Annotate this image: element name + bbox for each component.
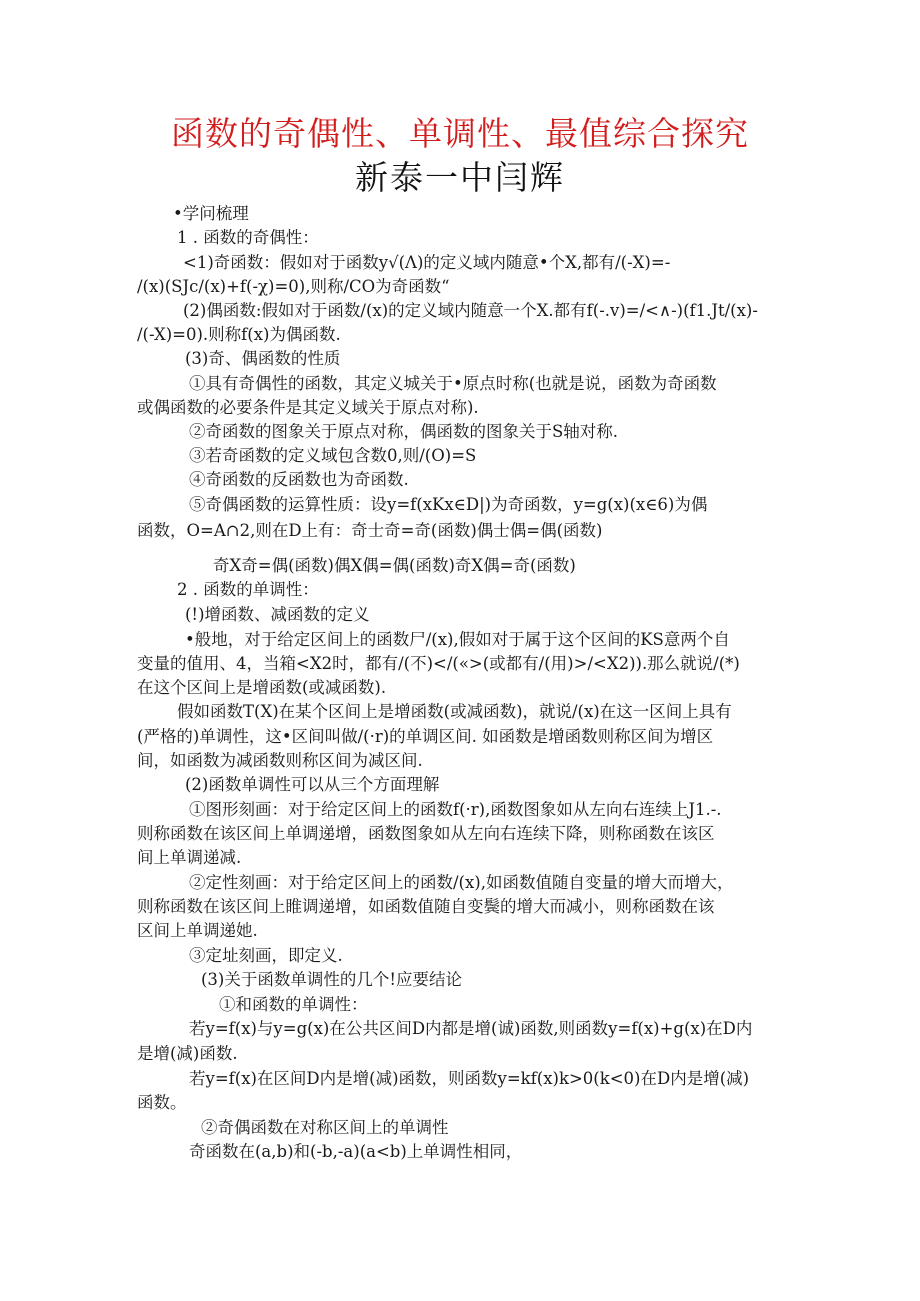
text-line: 间，如函数为减函数则称区间为减区间. [137,751,423,770]
text-line: ④奇函数的反函数也为奇函数. [189,470,409,489]
document-author: 新泰一中闫辉 [355,158,565,197]
text-line: 函数。 [137,1093,187,1112]
text-line: ③定址刻画，即定义. [189,946,343,965]
text-line: (2)函数单调性可以从三个方面理解 [185,775,440,794]
text-line: (严格的)单调性，这•区间叫做/(·r)的单调区间. 如函数是增函数则称区间为增区 [137,727,714,746]
text-line: ②奇函数的图象关于原点对称，偶函数的图象关于S轴对称. [189,422,619,441]
text-line: 变量的值用、4，当箱<X2时，都有/(不)</(«>(或都有/(用)>/<X2)).那么就说/(*) [137,654,740,673]
text-line: 在这个区间上是增函数(或减函数). [137,678,387,697]
text-line: (3)关于函数单调性的几个!应要结论 [201,970,463,989]
section-heading: •学问梳理 [173,204,249,223]
text-line: /(x)(SJc/(x)+f(-χ)=0),则称/CO为奇函数“ [137,277,450,296]
text-line: ②奇偶函数在对称区间上的单调性 [201,1118,449,1137]
text-line: 假如函数T(X)在某个区间上是增函数(或减函数)，就说/(x)在这一区间上具有 [177,702,732,721]
subsection-heading: 2 . 函数的单调性： [177,580,319,599]
text-line: 则称函数在该区间上单调递增，函数图象如从左向右连续下降，则称函数在该区 [137,824,715,843]
text-line: ①和函数的单调性： [219,995,368,1014]
text-line: •般地，对于给定区间上的函数尸/(x),假如对于属于这个区间的KS意两个自 [185,630,730,649]
text-line: 奇X奇=偶(函数)偶X偶=偶(函数)奇X偶=奇(函数) [213,556,576,575]
text-line: 或偶函数的必要条件是其定义域关于原点对称). [137,398,479,417]
text-line: ①具有奇偶性的函数，其定义城关于•原点时称(也就是说，函数为奇函数 [189,374,717,393]
text-line: 则称函数在该区间上睢调递增，如函数值随自变鬓的增大而减小，则称函数在该 [137,897,715,916]
text-line: ⑤奇偶函数的运算性质：设y=f(xKx∈D|)为奇函数，y=g(x)(x∈6)为偶 [189,495,708,514]
text-line: 若y=f(x)与y=g(x)在公共区间D内都是增(诚)函数,则函数y=f(x)+g(x)在D内 [189,1019,753,1038]
text-line: /(-X)=0).则称f(x)为偶函数. [137,325,341,344]
subsection-heading: 1 . 函数的奇偶性： [177,228,319,247]
text-line: (3)奇、偶函数的性质 [185,349,341,368]
text-line: (2)偶函数:假如对于函数/(x)的定义域内随意一个X.都有f(-.v)=/<∧-)(f1.Jt/(x)- [183,301,758,320]
text-line: 区间上单调递她. [137,921,258,940]
text-line: (!)增函数、减函数的定义 [185,605,370,624]
text-line: <1)奇函数：假如对于函数y√(Λ)的定义域内随意•个X,都有/(-X)=- [183,253,671,272]
text-line: ①图形刻画：对于给定区间上的函数f(·r),函数图象如从左向右连续上J1.-. [189,800,722,819]
text-line: ②定性刻画：对于给定区间上的函数/(x),如函数值随自变量的增大而增大， [189,873,734,892]
text-line: ③若奇函数的定义域包含数0,则/(O)=S [189,446,477,465]
text-line: 奇函数在(a,b)和(-b,-a)(a<b)上单调性相同， [189,1142,523,1161]
text-line: 若y=f(x)在区间D内是增(减)函数，则函数y=kf(x)k>0(k<0)在D内是增(减) [189,1069,750,1088]
text-line: 函数，O=A∩2,则在D上有：奇士奇=奇(函数)偶士偶=偶(函数) [137,521,603,540]
text-line: 间上单调递减. [137,848,242,867]
document-title: 函数的奇偶性、单调性、最值综合探究 [171,114,749,153]
text-line: 是增(减)函数. [137,1044,238,1063]
